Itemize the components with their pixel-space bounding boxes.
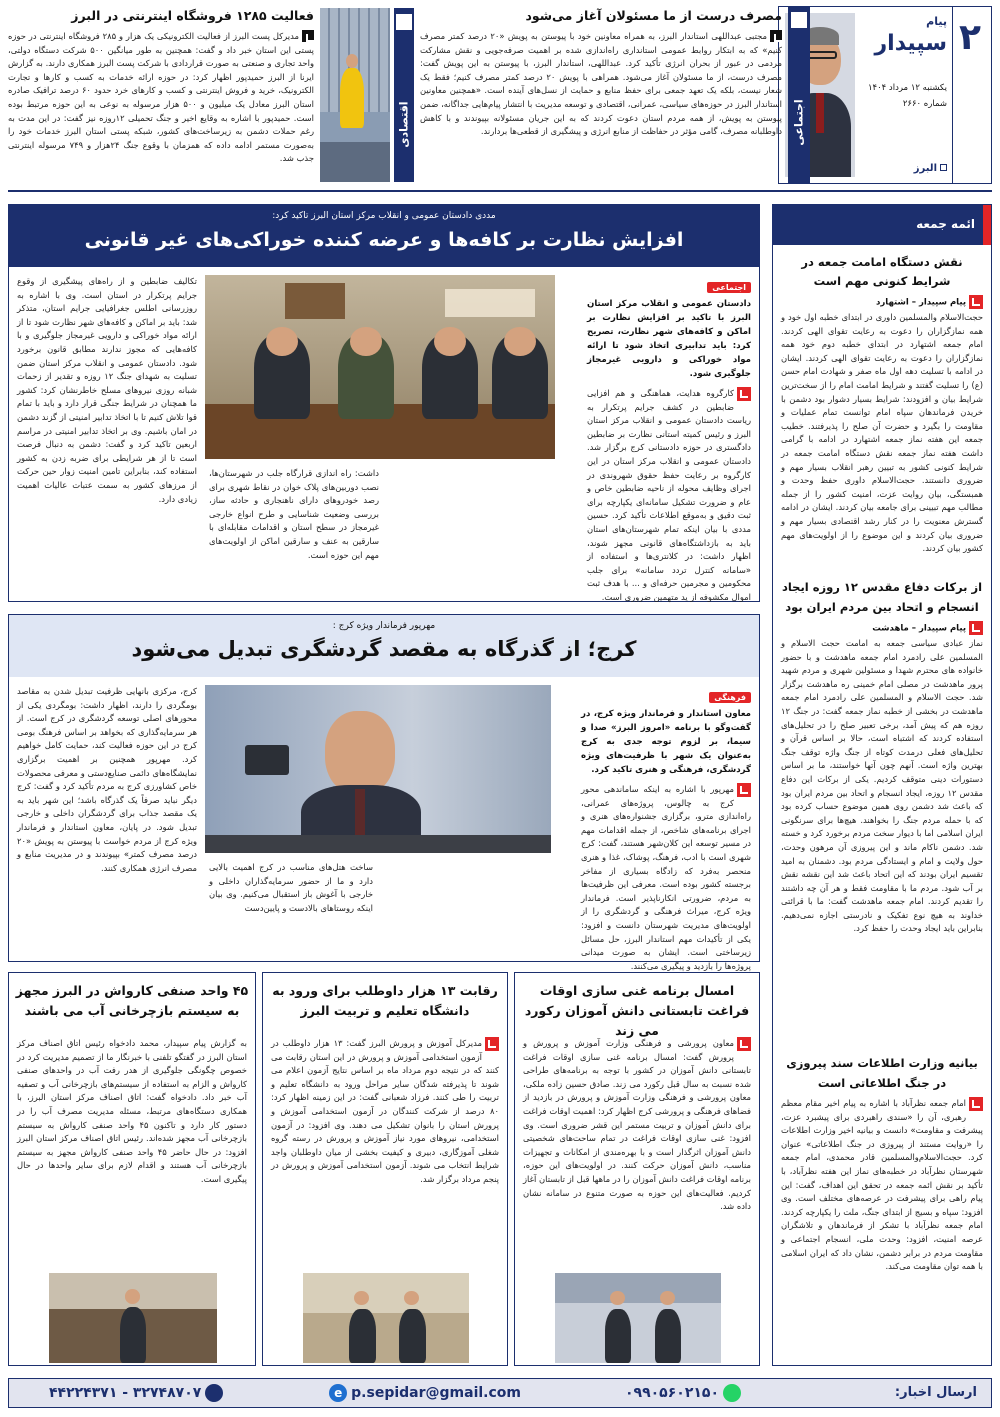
top-social-body: مجتبی عبداللهی استاندار البرز، به همراه معاونین خود با پیوستن به پویش «۲۰ درصد کمتر مصرف کنیم» که به ابتکار روابط عمومی استانداری راه‌اندازی شده بر اهمیت صرفه‌جویی و نقش مشارکت مردمی در عبور از بحران انرژی تأکید کرد. عبداللهی، استاندار البرز، با پیوستن به این پویش گفت: مصرف درست، از ما مسئولان آغاز می‌شود. همراهی با پویش ۲۰ درصد کمتر مصرف کنیم؛ فقط یک شعار نیست، بلکه یک تعهد جمعی برای حفظ منابع و حمایت از نسل‌های آینده است. «همچنین معاونین استاندار البرز در حوزه‌های سیاسی، عمرانی، اقتصادی و توسعه مدیریت با انتشار پیام‌هایی جداگانه، ضمن پیوستن به پویش، از همه مردم استان دعوت کردند که به این جریان مسئولانه بپیوندند و با کاهش داوطلبانه مصرف، گامی مؤثر در حفاظت از منابع انرژی و پیشگیری از قطعی‌ها بردارند. [420,31,783,137]
friday-a1-title: نقش دستگاه امامت جمعه در شرایط کنونی مهم است [801,255,963,288]
top-economy-article [8,8,314,184]
bottom-article-3 [8,972,256,1366]
main2-tag: فرهنگی [709,692,751,703]
logo-small: پیام [926,15,947,28]
section-strip-social [788,6,810,184]
bottom3-title: ۴۵ واحد صنفی کارواش در البرز مجهز به سیستم بازچرخانی آب می باشند [15,983,249,1018]
main1-col2: داشت: راه اندازی قرارگاه جلب در شهرستان‌ها، نصب دوربین‌های پلاک خوان در نقاط شهری برای رصد خودروهای دارای ناهنجاری و حادثه ساز، بررسی وضعیت شناسایی و طرح انواع خارجی غیرمجاز در سطح استان و اقدامات مقابله‌ای با سارقین به عنف و سارقین اماکن از اولویت‌های مهم این حوزه است. [209,468,379,560]
source-icon [969,295,983,309]
whatsapp-icon [723,1384,741,1402]
square-icon [940,164,947,171]
section-label-economy: اقتصادی [397,101,411,148]
main-article-1 [8,204,760,602]
email-icon: e [329,1384,347,1402]
main1-title: افزایش نظارت بر کافه‌ها و عرضه کننده خوراکی‌های غیر قانونی [84,229,684,251]
region-text: البرز [913,163,937,174]
main1-col3: تکالیف ضابطین و از راه‌های پیشگیری از وقوع جرایم پرتکرار در استان است. وی با اشاره به روزرسانی اطلس جغرافیایی جرایم استان، متذکر شد: باید بر اماکن و کافه‌های شهر نظارت شود تا از ارائه مواد خوراکی و دارویی غیرمجاز جلوگیری و با کافه‌هایی که مجوز ندارند مطابق قانون برخورد شود. دادستان عمومی و انقلاب مرکز استان ضمن تسلیت به شهدای جنگ ۱۲ روزه و تقدیر از زحمات شبانه روزی نیروهای مسلح خاطرنشان کرد: کشور ما همچنان در شرایط جنگی قرار دارد و باید با تمام قوا تلاش کنیم تا با اتخاذ تدابیر امنیتی از گزند دشمن در امان باشیم. وی بر اتخاذ تدابیر امنیتی در مراسم اربعین تاکید کرد و گفت: دشمن به دنبال فرصت است تا از هر شرایطی برای ضربه زدن به کشور استفاده کند، بنابراین تامین امنیت زوار حین حرکت از مرزهای کشور به سمت عتبات عالیات اهمیت زیادی دارد. [17,276,197,504]
main2-col2: ساخت هتل‌های مناسب در کرج اهمیت بالایی دارد و ما از حضور سرمایه‌گذاران داخلی و خارجی با آغوش باز استقبال می‌کنیم. وی بیان اینکه روستاهای بالادست و پایین‌دست [209,862,373,913]
page-number: ۲ [959,17,981,58]
bullet-icon [485,1037,499,1051]
bullet-icon [737,1037,751,1051]
main1-col1: کارگروه هدایت، هماهنگی و هم افزایی ضابطین در کشف جرایم پرتکرار به ریاست دادستان عمومی و انقلاب مرکز استان البرز و رئیس کمیته استانی نظارت بر ضابطین دادگستری در حوزه دادستانی کرج برگزار شد. دادستان عمومی و انقلاب مرکز استان در این کارگروه بر رعایت حفظ حقوق شهروندی در اجرای وظایف محوله از ناحیه ضابطین خاص و عام و ضرورت تشکیل سامانه‌ای یکپارچه برای ثبت دقیق و به‌موقع اطلاعات تأکید کرد. حسین مددی با بیان اینکه تمام شهرستان‌های استان باید به بازداشتگاه‌های قانونی مجهز شوند، اظهار داشت: در کلانتری‌ها و استفاده از «سامانه کنترل تردد سامانه» برای جلب محکومین و مجرمین حرفه‌ای و ... با هدف ثبت اموال مکشوفه از ید متهمین ضروری است. [587,388,751,602]
friday-a3-body: امام جمعه نظرآباد با اشاره به پیام اخیر مقام معظم رهبری، آن را «سندی راهبردی برای پیشبرد عزت، پیشرفت و مقاومت» دانست و بیانیه اخیر وزارت اطلاعات را «روایت مستند از پیروزی در جنگ اطلاعاتی» عنوان کرد. حجت‌الاسلام‌والمسلمین قادر محمدی، امام جمعه شهرستان نظرآباد در خطبه‌های نماز این هفته نظرآباد، با تأکید بر نقش ائمه جمعه در تحقق این اهداف، گفت: این پیام راهی برای پیشرفت در عرصه‌های مختلف است. وی افزود: سپاه و بسیج از ابتدای جنگ، ملت را یکپارچه کردند. امام جمعه نظرآباد با تشکر از فرماندهان و تلاشگران عرصه امنیت، افزود: وحدت ملی، انسجام اجتماعی و مقاومت مردم در برابر دشمن، نشان داد که ایران اسلامی با همه توان مقاومت می‌کند. [781,1098,983,1272]
bottom2-title: رقابت ۱۳ هزار داوطلب برای ورود به دانشگاه تعلیم و تربیت البرز [272,983,498,1018]
bottom-article-1 [514,972,760,1366]
bottom2-body: مدیرکل آموزش و پرورش البرز گفت: ۱۳ هزار داوطلب در آزمون استخدامی آموزش و پرورش در این استان رقابت می کنند که در نتیجه دوم مرداد ماه بر اساس نتایج آزمون اعلام می شوند تا پذیرفته شدگان سایر مراحل ورود به دانشگاه تعلیم و تربیت را طی کنند. فرزاد شعبانی گفت: در این زمینه اظهار کرد: ۸۰ درصد از شرکت کنندگان در آزمون استخدامی آموزش و پرورش استان را بانوان تشکیل می دهند. وی افزود: در آزمون استخدامی، نیروهای مورد نیاز آموزش و پرورش در رسته گروه شغلی آموزگاری، دبیری و کیفیت بخشی از میان داوطلبان واجد شرایط انتخاب می شوند. آزمون استخدامی آموزش و پرورش در پنجم مرداد برگزار شد. [271,1038,499,1184]
bottom1-title: امسال برنامه غنی سازی اوقات فراغت تابستانی دانش آموزان رکورد می زند [524,983,750,1038]
main2-col3: کرج، مرکزی با‌نهایی ظرفیت تبدیل شدن به مقاصد بومگردی را دارند، اظهار داشت: بومگردی یکی از محورهای اصلی توسعه گردشگری در کرج است. از هر سرمایه‌گذاری که بخواهد بر اساس فرهنگ بومی کرج در این حوزه فعالیت کند، حمایت کامل خواهیم کرد. مهرپور همچنین بر اهمیت برگزاری نمایشگاه‌های دائمی صنایع‌دستی و معرفی محصولات خاص کشاورزی کرج به مردم تأکید کرد و گفت: کرج دیگر نباید صرفاً یک گذرگاه باشد؛ این شهر باید به یک مقصد جذاب برای گردشگران داخلی و خارجی تبدیل شود. در پایان، معاون استاندار و فرماندار ویژه کرج از مردم خواست با پیوستن به پویش «۲۰ درصد مصرف کمتر» بپیوندند و در مدیریت منابع و مصرف انرژی همکاری کنند. [17,686,197,873]
logo-big: سپیدار [874,31,947,56]
main2-col1: مهرپور با اشاره به اینکه ساماندهی محور کرج به چالوس، پروژه‌های عمرانی، راه‌اندازی مترو، برگزاری جشنواره‌های هنری و اجرای برنامه‌های شاخص، از جمله اقدامات مهم در مسیر توسعه این کلان‌شهر هستند، گفت: کرج شهری است با ادب، فرهنگ، پوشاک، غذا و هنری منحصر به‌فرد که زادگاه بسیاری از مفاخر برجسته کشور بوده است. معرفی این ظرفیت‌ها به مردم، ضرورتی انکارناپذیر است. فرماندار ویژه کرج، میراث فرهنگی و گردشگری را از اولویت‌های مدیریت شهرستان دانست و افزود: یکی از تأکیدات مهم استاندار البرز، حل مسائل زیرساختی است. ایشان به صورت میدانی پروژه‌ها را بازدید و پیگیری می‌کنند. [581,784,751,971]
section-label-social: اجتماعی [792,99,806,146]
bullet-icon [737,387,751,401]
footer-tel[interactable]: ۳۲۷۴۸۷۰۷ - ۴۴۲۲۴۳۷۱ [49,1384,223,1402]
main1-headline-bar [9,205,759,267]
bullet-icon [737,783,751,797]
date: یکشنبه ۱۲ مرداد ۱۴۰۴ [867,83,947,93]
issue-number: شماره ۲۶۶۰ [902,99,947,109]
warehouse-photo [320,8,390,182]
top-economy-title: فعالیت ۱۲۸۵ فروشگاه اینترنتی در البرز [71,8,314,23]
region-label [914,163,947,174]
source-icon [969,621,983,635]
friday-a2-source: پیام سپیدار – ماهدشت [781,621,983,635]
main1-kicker: مددی دادستان عمومی و انقلاب مرکز استان البرز تاکید کرد: [272,211,496,221]
arrow-icon [396,14,412,30]
bullet-icon [770,30,782,42]
main2-photo [205,685,551,853]
footer-label: ارسال اخبار: [894,1385,977,1400]
main2-lead: معاون استاندار و فرماندار ویژه کرج، در گفت‌وگو با برنامه «امروز البرز» صدا و سیما، بر لزوم توجه جدی به کرج به‌عنوان یک شهر با ظرفیت‌های ویژه گردشگری، فرهنگی و هنری تاکید کرد. [581,709,751,775]
friday-header: ائمه جمعه [773,205,991,245]
main2-col2b [379,861,551,955]
main1-lead: دادستان عمومی و انقلاب مرکز استان البرز با تاکید بر افزایش نظارت بر اماکن و کافه‌های شهر نظارت، تصریح کرد: باید تدابیری اتخاذ شود تا ارائه مواد خوراکی و دارویی غیرمجاز جلوگیری شود. [587,299,751,379]
phone-icon [205,1384,223,1402]
arrow-icon [791,12,807,28]
footer-phone[interactable]: ۰۹۹۰۵۶۰۲۱۵۰ [625,1384,741,1402]
bottom2-photo [303,1273,469,1363]
footer-bar [8,1378,992,1408]
masthead [778,6,992,184]
bottom1-photo [555,1273,721,1363]
footer-email[interactable]: e p.sepidar@gmail.com [329,1384,521,1402]
main2-headline-bar [9,615,759,677]
main1-photo [205,275,555,459]
top-social-article [420,8,782,184]
main1-col2b [385,467,555,595]
logo [869,15,947,79]
bottom3-photo [49,1273,217,1363]
section-strip-economy [394,8,414,182]
bottom-article-2 [262,972,508,1366]
main2-kicker: مهرپور فرماندار ویژه کرج : [332,621,436,631]
friday-a1-body: حجت‌الاسلام والمسلمین داوری در ابتدای خطبه اول خود و همه نمازگزاران را دعوت به رعایت تقوای الهی کردند. امام جمعه اشتهارد در ابتدای خطبه دوم خود همه نمازگزاران را دعوت به رعایت تقوای الهی کردند. ایشان در ادامه با تسلیت دهه اول ماه صفر و شهادت امام حسن (ع) را تسلیت گفتند و شرایط امامت امام را از سخت‌ترین شرایط بیان و افزودند: شرایط بسیار دشوار بود دشمن با خریدن فرماندهان سپاه امام توانست تمام عملیات و مقاومت را بگیرد و حضرت آن صلح را پذیرفتند. خطیب جمعه این هفته نماز جمعه اشتهارد در ادامه با گرامی داشت هفته نماز جمعه نقش دستگاه امامت جمعه در شرایط کنونی کشور به تبیین رهبر انقلاب بسیار مهم و ضروری دانستند. حجت‌الاسلام داوری حفظ وحدت و همبستگی، بیان روایت عزت، امنیت کشور را از جمله مطالب مهم تبیینی برای جامعه بیان کردند. ایشان در ادامه گسترش معنویت را در کنار رشد اقتصادی بسیار مهم و ضروری بیان کردند و این موضوع را از اولویت‌های مهم کشور بیان کردند. [781,312,983,554]
main-article-2 [8,614,760,971]
bottom3-body: به گزارش پیام سپیدار، محمد دادخواه رئیس اتاق اصناف مرکز استان البرز در گفتگو تلفنی با خبرنگار ما از تصمیم مدیریت کرد در خصوص چگونگی جلوگیری از هدر رفت آب در واحدهای صنفی کارواش و الزام به استفاده از سیستم‌های بازچرخانی آب و تصفیه آب خبر داد. دادخواه گفت: اتاق اصناف مرکز استان البرز، با همکاری دستگاه‌های مرتبط، مسئله مدیریت مصرف آب را در دستور کار دارد و تاکنون ۴۵ واحد صنفی کارواش به سیستم بازچرخانی آب مجهز شده‌اند. رئیس اتاق اصناف مرکز استان البرز افزود: در حال حاضر ۴۵ واحد صنفی کارواش مجهز به سیستم بازچرخانی آب هستند و اقدام لازم برای سایر واحدها در حال پیگیری است. [17,1038,248,1184]
main2-title: کرج؛ از گذرگاه به مقصد گردشگری تبدیل می‌شود [131,637,637,661]
bullet-icon [302,30,314,42]
top-social-title: مصرف درست از ما مسئولان آغاز می‌شود [525,8,782,23]
friday-a3-title: بیانیه وزارت اطلاعات سند پیروزی در جنگ اطلاعاتی است [786,1056,978,1090]
friday-a2-body: نماز عبادی سیاسی جمعه به امامت حجت الاسلام و المسلمین علی رادمرد امام جمعه ماهدشت و با حضور خانواده های محترم شهدا و مسئولین شهری و مردم شهید پرور ماهدشت در مصلی امام خمینی ره ماهدشت برگزار شد. حجت الاسلام و المسلمین علی رادمرد امام جمعه ماهدشت در بخشی از خطبه نماز جمعه گفت: در جنگ ۱۲ روزه هم که پیش آمد، برخی تعبیر صلح را در تحلیل‌های استفاده کردند که اشتباه است، حالا بر اساس قرآن و تحلیل‌های فعلی درمدت کوتاه از جنگ واژه توقف جنگ بهترین واژه است. آنهم چون آتها خواستند، ما بر اساس دستورات دینی متوقف کردیم. یکی از برکات این دفاع مقدس ۱۲ روزه، ایجاد انسجام و اتحاد بین مردم ایران بود که باعث شد دشمن روی همین موضوع حساب کرده بود که با حمله مردم جنگ را بخواهند. هیچ‌ها برای سرنگونی ایران اسلامی اما با دیوار سخت مردم برخورد کرد و خسته شد. دشمن ناکام ماند و این پیروزی آن مرهون وحدت، حول ولایت و امام و ایستادگی مردم بود. دشمنان به امید تقسیم ایران بودند که این اتحاد باعث شد این نقشه نقش بر آب شود. مردم ما با مقاومت فقط و هر آن چه داشتند را تقدیم کردند. امام جمعه ماهدشت گفت: ما با قرائتی خداوند به هیچ نوع تفکیک و نادرستی اجازه نمی‌دهیم. بنابراین باید ایجاد وحدت را حفظ کرد. [781,638,983,934]
friday-column [772,204,992,1366]
main1-tag: اجتماعی [707,282,751,293]
friday-a2-title: از برکات دفاع مقدس ۱۲ روزه ایجاد انسجام و اتحاد بین مردم ایران بود [781,580,983,614]
friday-a1-source: پیام سپیدار – اشتهارد [781,295,983,309]
bottom1-body: معاون پرورشی و فرهنگی وزارت آموزش و پرورش و پرورش گفت: امسال برنامه غنی سازی اوقات فراغت تابستانی دانش آموزان در کشور با توجه به برنامه‌های طراحی شده نسبت به سال قبل رکورد می زند. صادق حسین زاده ملکی، معاون پرورشی و فرهنگی وزارت آموزش و پرورش در بازدید از فضاهای فرهنگی و پرورشی کرج اظهار کرد: اهمیت اوقات فراغت برای دانش آموزان و تربیت مستمر این قشر ضروری است. وی افزود: غنی سازی اوقات فراغت در تمام ساحت‌های شخصیتی دانش آموزان اثرگذار است و با بهره‌مندی از امکانات و تجهیزات مناسب، دانش آموزان حرکت کنند. در اولویت‌های این حوزه، برنامه اوقات فراغت دانش آموزان را در ماهها قبل از تابستان آغاز کردیم. فعالیت‌های این حوزه به صورت متنوع در سامانه نشان داده شد. [523,1038,751,1212]
top-economy-body: مدیرکل پست البرز از فعالیت الکترونیکی یک هزار و ۲۸۵ فروشگاه اینترنتی در حوزه پستی این استان خبر داد و گفت: همچنین به طور میانگین ۵۰۰ شرکت دستگاه دولتی، واحد تجاری و صنعتی به صورت قراردادی با شرکت پست البرز همکاری دارند. به گزارش ایرنا از البرز حمیدپور اظهار کرد: در حوزه ارائه خدمات به کسب و کارها و تجارت الکترونیک، خرید و فروش اینترنتی و کسب و کارهای خرد حدود ۶۰ درصد ترافیک صادره استان البرز معادل یک میلیون و ۵۰۰ هزار مرسوله به نوعی به این حوزه مرتبط بوده است. حمیدپور با اشاره به وقایع اخیر و جنگ تحمیلی ۱۲روزه نیز گفت: در این مدت به رغم حملات دشمن به زیرساخت‌های کشور، شبکه پستی استان البرز خدمات خود را به‌صورت مستمر ادامه داده که همزمان با وقوع جنگ ۲۴هزار و ۷۴۹ مرسوله اینترنتی جذب شد. [8,31,315,164]
source-icon [969,1097,983,1111]
